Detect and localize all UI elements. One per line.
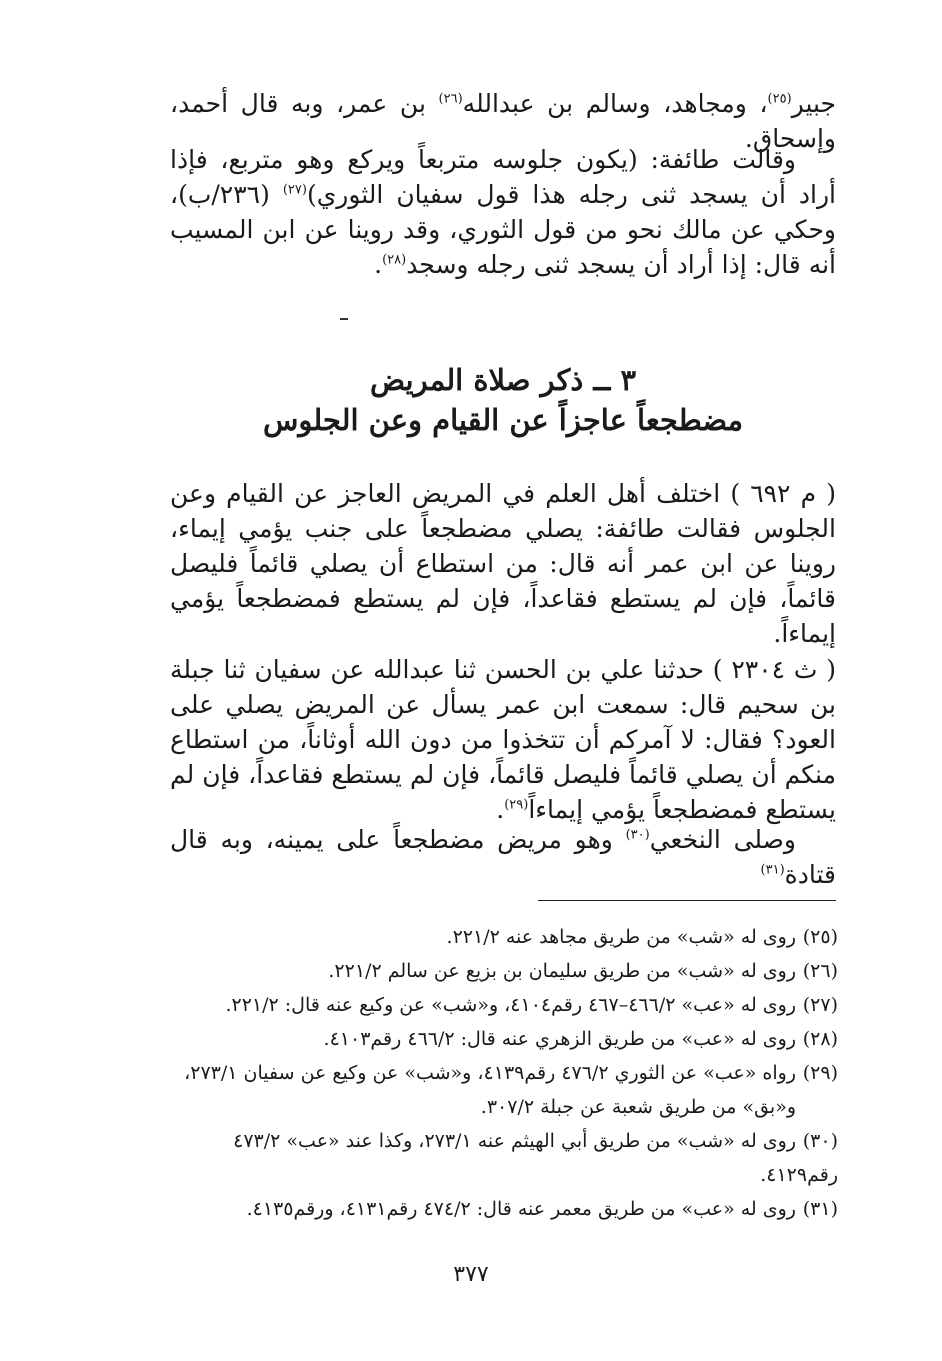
paragraph-1: جبير$^{(٢٥)}$، ومجاهد، وسالم بن عبدالله$^{(٢٦)}$ بن عمر، وبه قال أحمد، وإسحاق. xyxy=(170,89,836,153)
footnote-separator xyxy=(538,900,836,901)
footnote-ref-25[interactable]: (٢٥) xyxy=(767,91,792,107)
footnote-ref-29[interactable]: (٢٩) xyxy=(504,797,529,813)
footnote-ref-31[interactable]: (٣١) xyxy=(760,862,785,878)
footnote-ref-28[interactable]: (٢٨) xyxy=(382,252,407,268)
footnote-30: (٣٠)روى له «شب» من طريق أبي الهيثم عنه ٢٧٣/١، وكذا عند «عب» ٤٧٣/٢ رقم٤١٢٩. xyxy=(233,1130,838,1186)
decorative-dash xyxy=(340,318,348,320)
footnote-29: (٢٩)رواه «عب» عن الثوري ٤٧٦/٢ رقم٤١٣٩، و«شب» عن وكيع عن سفيان ٢٧٣/١، و«بق» من طريق شعبة عن جبلة ٣٠٧/٢. xyxy=(184,1062,838,1118)
footnote-ref-26[interactable]: (٢٦) xyxy=(438,91,463,107)
section-heading-line-1: ٣ ــ ذكر صلاة المريض xyxy=(369,363,637,397)
footnote-ref-30[interactable]: (٣٠) xyxy=(625,827,650,843)
paragraph-5: وصلى النخعي$^{(٣٠)}$ وهو مريض مضطجعاً على يمينه، وبه قال قتادة$^{(٣١)}$ xyxy=(170,825,836,889)
page-number: ٣٧٧ xyxy=(453,1262,489,1287)
paragraph-2: وقالت طائفة: (يكون جلوسه متربعاً ويركع وهو متربع، فإذا أراد أن يسجد ثنى رجله هذا قول سفيان الثوري)$^{(٢٧)}$ (٢٣٦/ب)، وحكي عن مالك نحو من قول الثوري، وقد روينا عن ابن المسيب أنه قال: إذا أراد أن يسجد ثنى رجله وسجد$^{(٢٨)}$. xyxy=(170,145,837,279)
footnote-25: (٢٥)روى له «شب» من طريق مجاهد عنه ٢٢١/٢. xyxy=(446,926,838,948)
footnote-27: (٢٧)روى له «عب» ٤٦٦/٢–٤٦٧ رقم٤١٠٤، و«شب» عن وكيع عنه قال: ٢٢١/٢. xyxy=(225,994,838,1016)
paragraph-4: ( ث ٢٣٠٤ ) حدثنا علي بن الحسن ثنا عبدالله عن سفيان ثنا جبلة بن سحيم قال: سمعت ابن عمر يسأل عن المريض يصلي على العود؟ فقال: لا آمركم أن تتخذوا من دون الله أوثاناً، من استطاع منكم أن يصلي قائماً فليصل قائماً، فإن لم يستطع فقاعداً، فإن لم يستطع فمضطجعاً يؤمي إيماءاً$^{(٢٩)}$. xyxy=(170,655,836,824)
footnote-ref-27[interactable]: (٢٧) xyxy=(282,182,307,198)
footnotes xyxy=(160,920,838,1226)
footnote-31: (٣١)روى له «عب» من طريق معمر عنه قال: ٤٧٤/٢ رقم٤١٣١، ورقم٤١٣٥. xyxy=(246,1198,838,1220)
paragraph-3: ( م ٦٩٢ ) اختلف أهل العلم في المريض العاجز عن القيام وعن الجلوس فقالت طائفة: يصلي مضطجعاً على جنب يؤمي إيماء، روينا عن ابن عمر أنه قال: من استطاع أن يصلي قائماً فليصل قائماً، فإن لم يستطع فقاعداً، فإن لم يستطع فمضطجعاً يؤمي إيماءاً. xyxy=(170,479,836,648)
section-heading-line-2: مضطجعاً عاجزاً عن القيام وعن الجلوس xyxy=(262,403,744,437)
footnote-28: (٢٨)روى له «عب» من طريق الزهري عنه قال: ٤٦٦/٢ رقم٤١٠٣. xyxy=(323,1028,838,1050)
footnote-26: (٢٦)روى له «شب» من طريق سليمان بن بزيع عن سالم ٢٢١/٢. xyxy=(328,960,838,982)
